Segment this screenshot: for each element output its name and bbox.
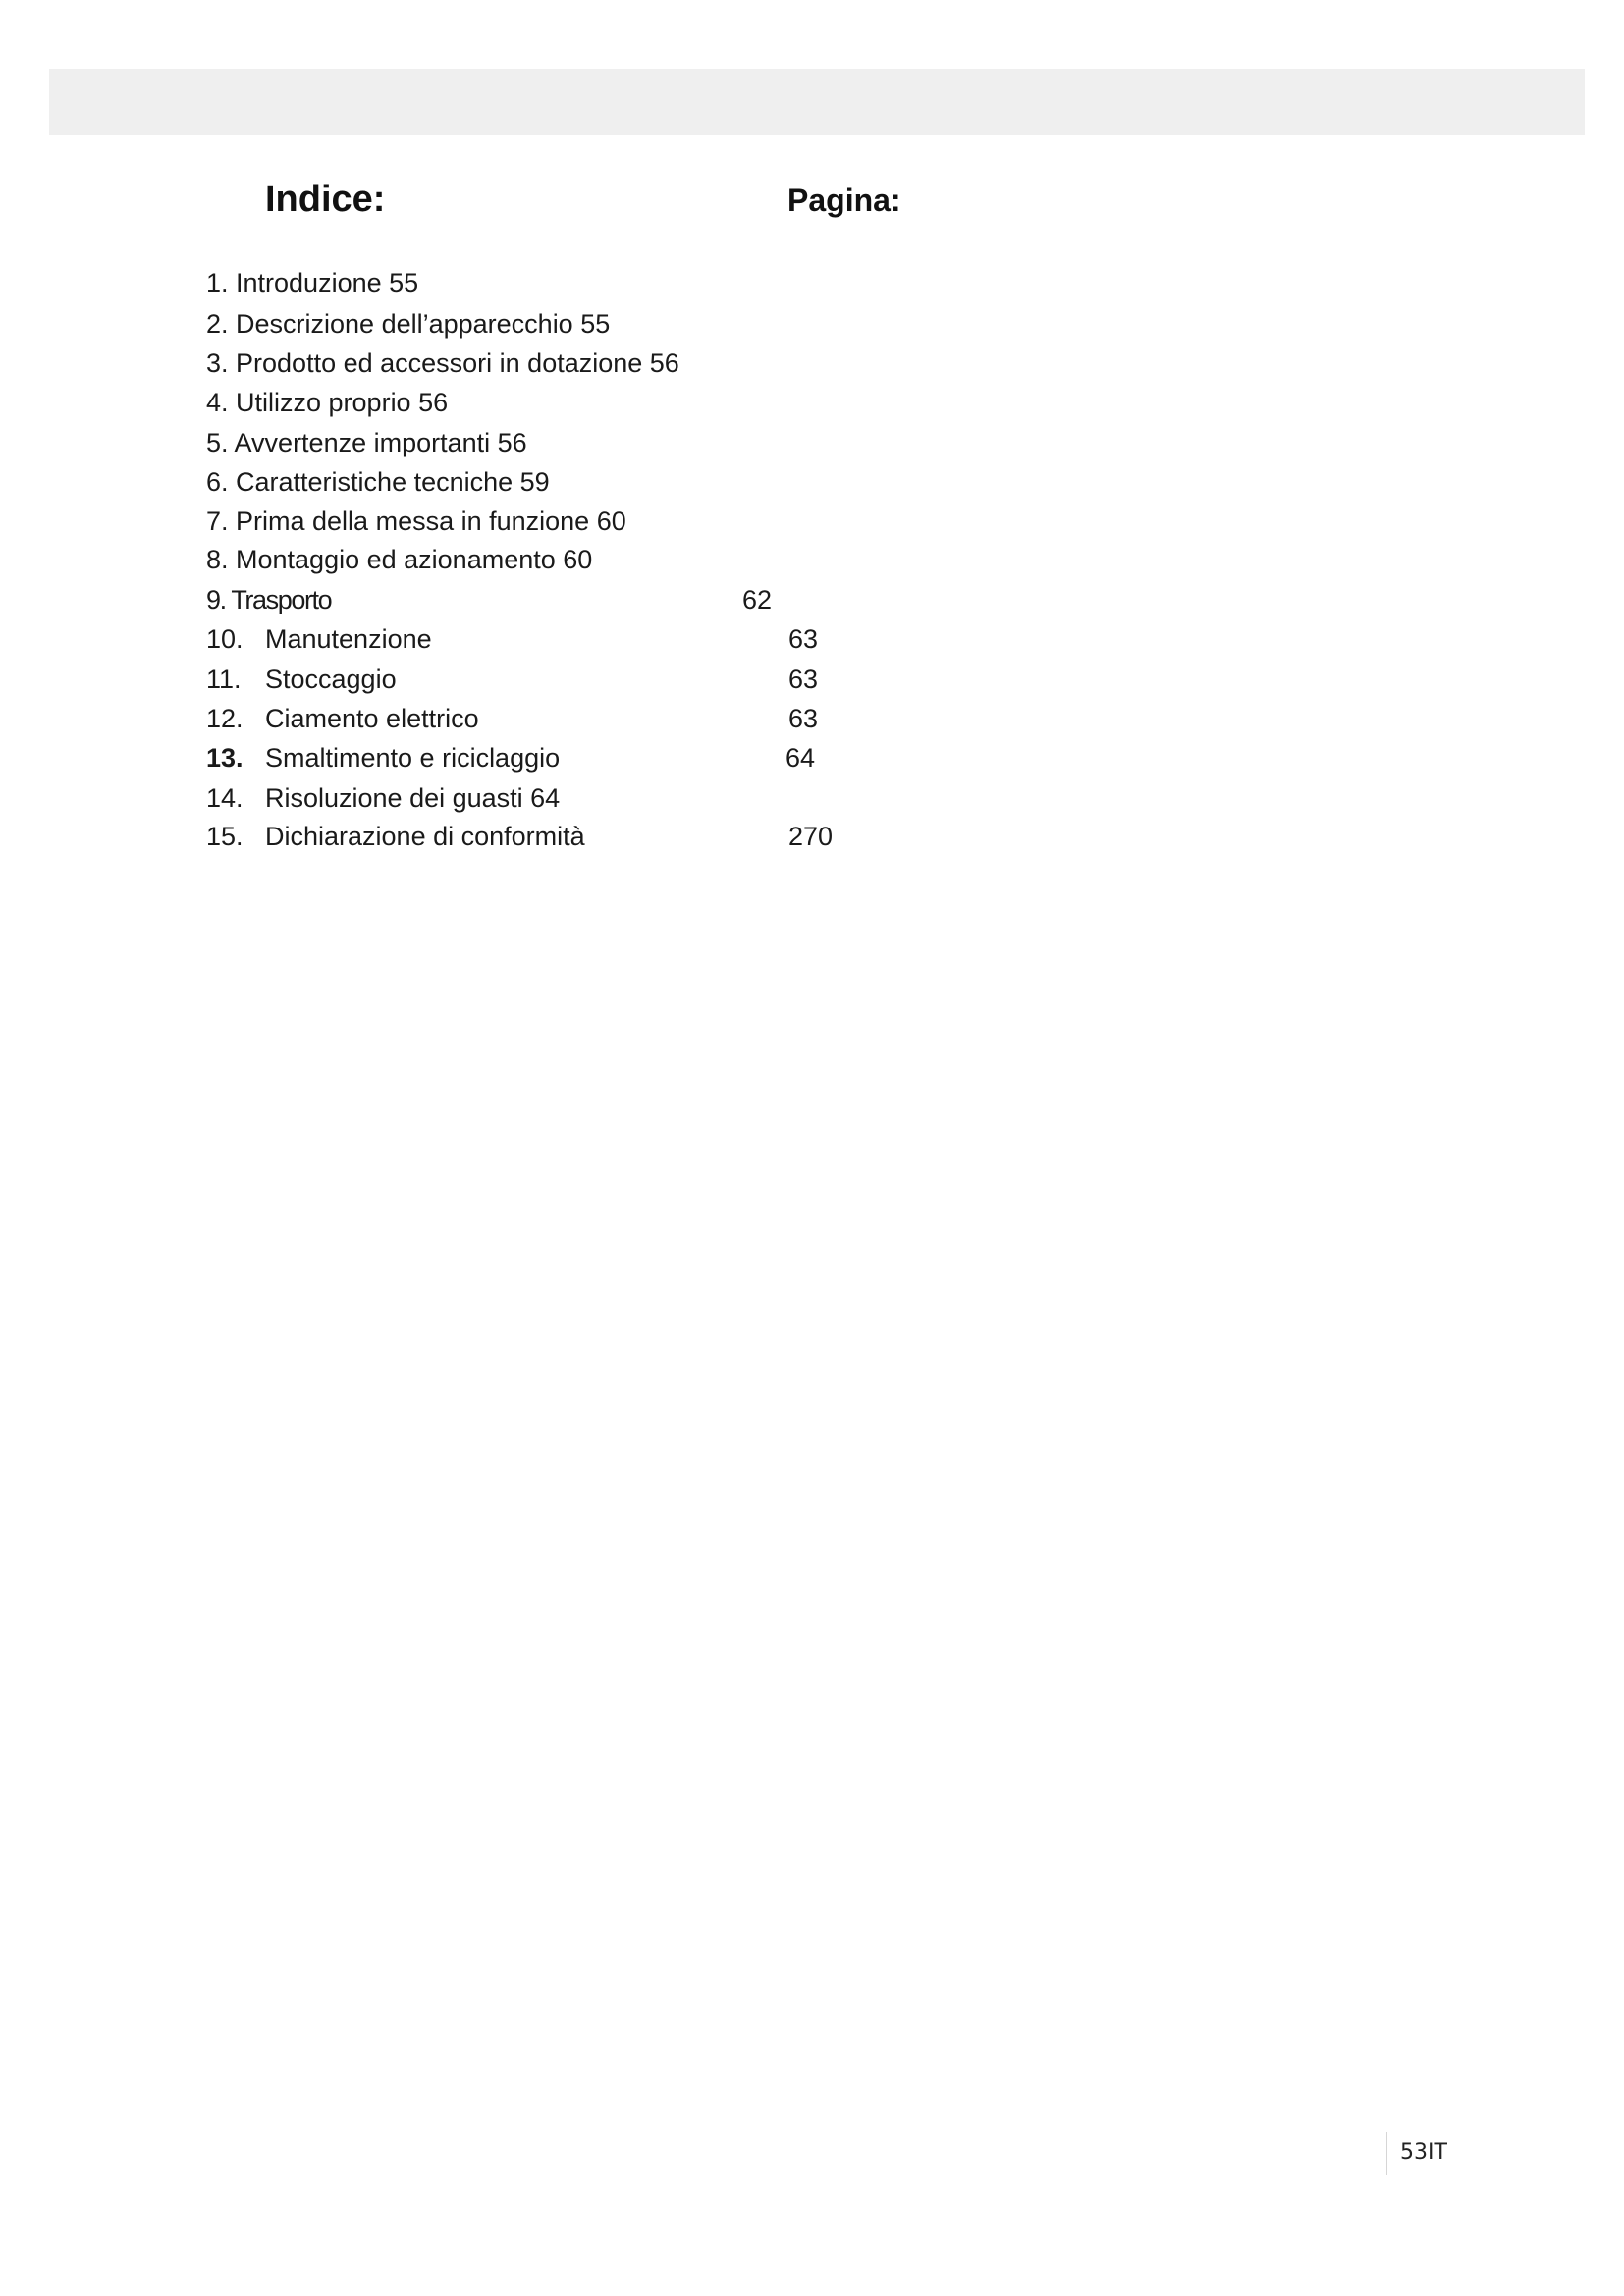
toc-entry-page: 63 (788, 624, 819, 654)
toc-entry-number: 10. (206, 624, 244, 654)
toc-entry-page: 63 (788, 704, 819, 733)
page-number: 53IT (1400, 2140, 1447, 2164)
toc-entry-text: 6. Caratteristiche tecniche 59 (206, 467, 550, 497)
toc-entry-title: Manutenzione (265, 624, 432, 654)
toc-entry-text: 1. Introduzione 55 (206, 268, 419, 297)
toc-entry-number: 15. (206, 822, 244, 851)
toc-entry-text: 5. Avvertenze importanti 56 (206, 428, 527, 457)
toc-entry-title: Risoluzione dei guasti 64 (265, 783, 561, 813)
toc-entry-page: 64 (785, 743, 816, 773)
page-column-heading: Pagina: (787, 183, 901, 218)
toc-entry-page: 270 (788, 822, 834, 851)
toc-entry-title: Stoccaggio (265, 665, 397, 694)
toc-entry-number: 12. (206, 704, 244, 733)
toc-entry-text: 7. Prima della messa in funzione 60 (206, 507, 626, 536)
toc-entry-number: 13. (206, 743, 244, 773)
toc-entry-text: 4. Utilizzo proprio 56 (206, 388, 449, 417)
toc-entry-number: 11. (206, 665, 242, 694)
toc-entry-text: 9. Trasporto (206, 585, 332, 614)
toc-entry-title: Dichiarazione di conformità (265, 822, 585, 851)
header-band (49, 69, 1585, 135)
toc-entry-page: 62 (742, 585, 773, 614)
toc-entry-text: 3. Prodotto ed accessori in dotazione 56 (206, 348, 679, 378)
toc-entry-page: 63 (788, 665, 819, 694)
toc-entry-number: 14. (206, 783, 244, 813)
toc-entry-title: Smaltimento e riciclaggio (265, 743, 561, 773)
index-heading: Indice: (265, 179, 386, 220)
toc-entry-text: 2. Descrizione dell’apparecchio 55 (206, 309, 611, 339)
footer-divider (1386, 2132, 1387, 2175)
toc-entry-text: 8. Montaggio ed azionamento 60 (206, 545, 593, 574)
toc-entry-title: Ciamento elettrico (265, 704, 479, 733)
